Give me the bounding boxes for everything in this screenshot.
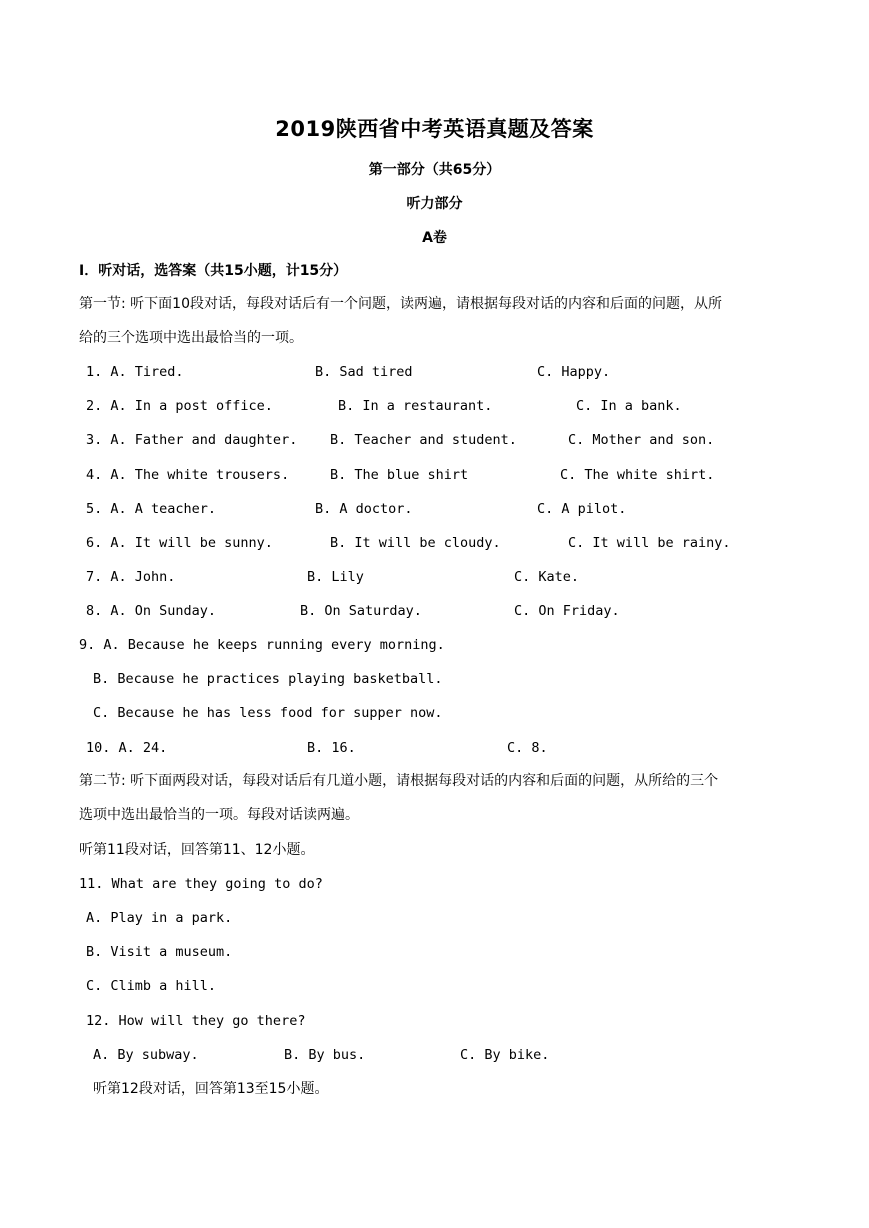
- q10-option-a: 10. A. 24.: [86, 740, 168, 756]
- section1-instruction-line2: 给的三个选项中选出最恰当的一项。: [79, 330, 303, 346]
- q4-option-b: B. The blue shirt: [330, 467, 469, 483]
- q2-option-b: B. In a restaurant.: [338, 398, 493, 414]
- q8-option-c: C. On Friday.: [514, 603, 620, 619]
- q4-option-a: 4. A. The white trousers.: [86, 467, 290, 483]
- q6-option-c: C. It will be rainy.: [568, 535, 731, 551]
- q5-option-c: C. A pilot.: [537, 501, 627, 517]
- q12-stem: 12. How will they go there?: [86, 1013, 306, 1029]
- dialogue12-intro: 听第12段对话，回答第13至15小题。: [93, 1081, 329, 1097]
- q7-option-a: 7. A. John.: [86, 569, 176, 585]
- q12-option-b: B. By bus.: [284, 1047, 366, 1063]
- q11-option-a: A. Play in a park.: [86, 910, 233, 926]
- q12-option-a: A. By subway.: [93, 1047, 199, 1063]
- q6-option-a: 6. A. It will be sunny.: [86, 535, 273, 551]
- q7-option-b: B. Lily: [307, 569, 364, 585]
- volume-heading: A卷: [422, 230, 447, 246]
- dialogue11-intro: 听第11段对话，回答第11、12小题。: [79, 842, 315, 858]
- q9-option-c: C. Because he has less food for supper now.: [93, 705, 443, 721]
- q6-option-b: B. It will be cloudy.: [330, 535, 501, 551]
- section2-instruction-line2: 选项中选出最恰当的一项。每段对话读两遍。: [79, 807, 359, 823]
- q8-option-b: B. On Saturday.: [300, 603, 422, 619]
- page-title: 2019陕西省中考英语真题及答案: [275, 117, 594, 141]
- q1-option-c: C. Happy.: [537, 364, 611, 380]
- q2-option-c: C. In a bank.: [576, 398, 682, 414]
- part-heading: 第一部分（共65分）: [368, 162, 501, 178]
- q11-option-c: C. Climb a hill.: [86, 978, 217, 994]
- q5-option-a: 5. A. A teacher.: [86, 501, 217, 517]
- q11-stem: 11. What are they going to do?: [79, 876, 323, 892]
- q1-option-a: 1. A. Tired.: [86, 364, 184, 380]
- q3-option-c: C. Mother and son.: [568, 432, 715, 448]
- q9-option-a: 9. A. Because he keeps running every morning.: [79, 637, 445, 653]
- q10-option-c: C. 8.: [507, 740, 548, 756]
- section1-heading: I．听对话，选答案（共15小题，计15分）: [79, 263, 348, 279]
- q12-option-c: C. By bike.: [460, 1047, 550, 1063]
- q5-option-b: B. A doctor.: [315, 501, 413, 517]
- q11-option-b: B. Visit a museum.: [86, 944, 233, 960]
- q3-option-a: 3. A. Father and daughter.: [86, 432, 298, 448]
- q1-option-b: B. Sad tired: [315, 364, 413, 380]
- q8-option-a: 8. A. On Sunday.: [86, 603, 217, 619]
- section2-instruction-line1: 第二节: 听下面两段对话，每段对话后有几道小题，请根据每段对话的内容和后面的问题，从所给的三个: [79, 773, 719, 789]
- q3-option-b: B. Teacher and student.: [330, 432, 517, 448]
- q7-option-c: C. Kate.: [514, 569, 580, 585]
- q9-option-b: B. Because he practices playing basketball.: [93, 671, 443, 687]
- listening-heading: 听力部分: [406, 196, 463, 212]
- q10-option-b: B. 16.: [307, 740, 356, 756]
- q4-option-c: C. The white shirt.: [560, 467, 715, 483]
- section1-instruction-line1: 第一节: 听下面10段对话，每段对话后有一个问题，读两遍，请根据每段对话的内容和后面的问题，从所: [79, 296, 722, 312]
- q2-option-a: 2. A. In a post office.: [86, 398, 273, 414]
